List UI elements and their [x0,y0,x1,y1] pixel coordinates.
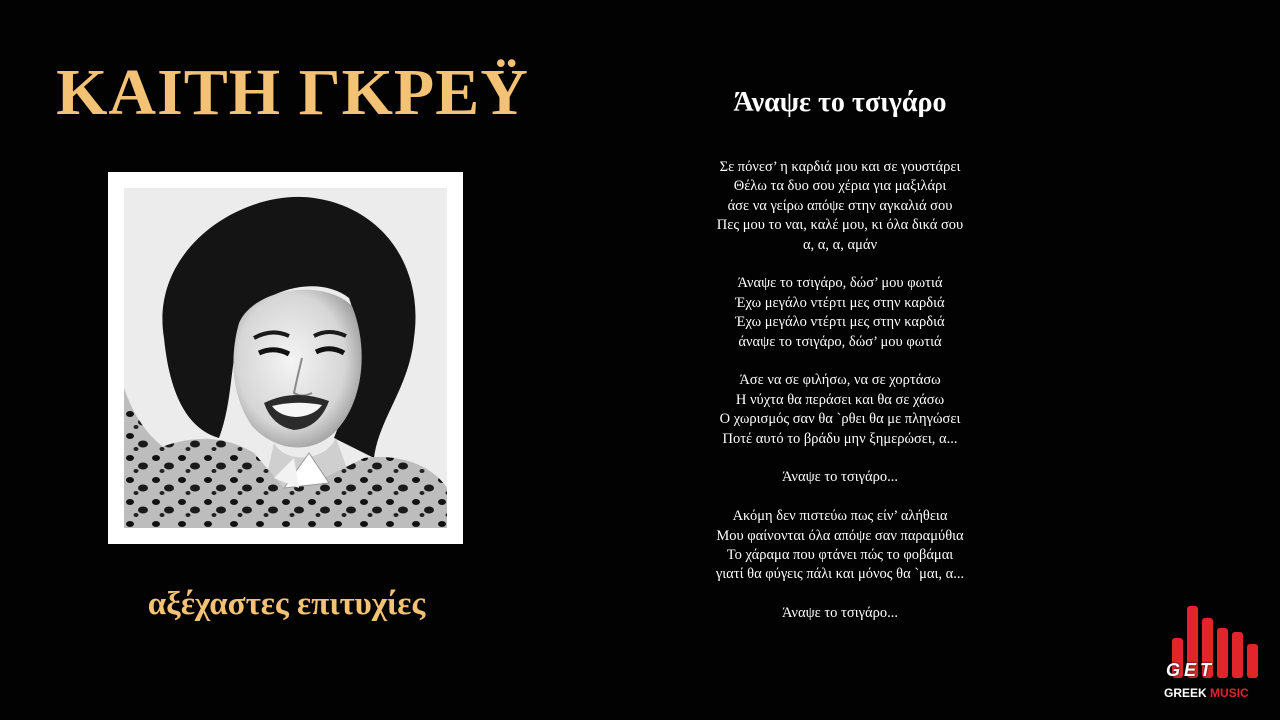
lyric-line: Άναψε το τσιγάρο, δώσ’ μου φωτιά [737,275,943,292]
lyric-line: Η νύχτα θα περάσει και θα σε χάσω [735,391,945,408]
lyric-line: Θέλω τα δυο σου χέρια για μαξιλάρι [733,178,947,195]
lyric-line: γιατί θα φύγεις πάλι και μόνος θα `μαι, α... [715,566,965,583]
lyric-line: Έχω μεγάλο ντέρτι μες στην καρδιά [735,314,945,331]
lyrics [590,158,1090,643]
lyric-line: άσε να γείρω απόψε στην αγκαλιά σου [727,197,953,214]
lyric-line: Έχω μεγάλο ντέρτι μες στην καρδιά [735,294,945,311]
song-title: Άναψε το τσιγάρο [733,87,947,118]
lyric-line: α, α, α, αμάν [802,236,878,253]
lyric-line: Πες μου το ναι, καλέ μου, κι όλα δικά σου [716,217,964,234]
artist-photo-frame [108,172,463,544]
album-title: αξέχαστες επιτυχίες [147,586,426,622]
lyric-line: άναψε το τσιγάρο, δώσ’ μου φωτιά [738,333,942,350]
logo-music-text: MUSIC [1210,686,1249,700]
stanza [590,604,1090,623]
stanza [590,371,1090,449]
lyric-line: Μου φαίνονται όλα απόψε σαν παραμύθια [716,527,964,544]
stanza [590,468,1090,487]
lyric-line: Άναψε το τσιγάρο... [782,469,898,486]
lyric-line: Ο χωρισμός σαν θα `ρθει θα με πληγώσει [719,411,961,428]
stanza [590,158,1090,255]
logo-subtitle [1164,686,1249,700]
artist-photo [124,188,447,528]
lyric-line: Ακόμη δεν πιστεύω πως είν’ αλήθεια [732,508,948,525]
stanza [590,274,1090,352]
get-greek-music-logo [1160,600,1270,710]
lyric-line: Ποτέ αυτό το βράδυ μην ξημερώσει, α... [722,430,958,447]
logo-get-text: GET [1166,660,1216,680]
logo-greek-text: GREEK [1164,686,1207,700]
lyric-line: Το χάραμα που φτάνει πώς το φοβάμαι [726,547,954,564]
lyric-line: Άναψε το τσιγάρο... [782,605,898,622]
stanza [590,507,1090,585]
lyric-line: Σε πόνεσ’ η καρδιά μου και σε γουστάρει [719,159,961,175]
artist-name: ΚΑΙΤΗ ΓΚΡΕΫ [56,56,529,129]
lyric-line: Άσε να σε φιλήσω, να σε χορτάσω [739,372,941,389]
